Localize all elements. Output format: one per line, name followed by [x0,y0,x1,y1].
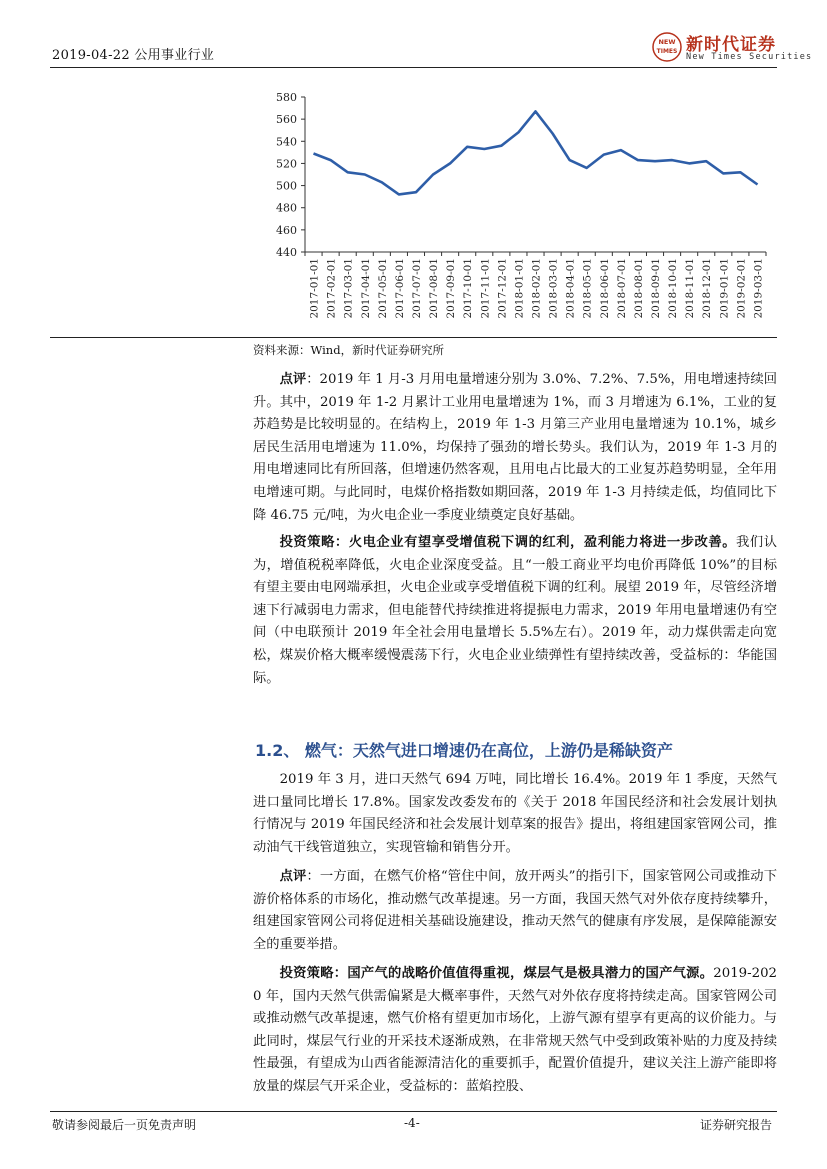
x-tick-label: 2018-12-01 [701,257,714,319]
strategy-label: 投资策略：国产气的战略价值值得重视，煤层气是极具潜力的国产气源。 [279,966,714,981]
x-tick-label: 2017-10-01 [462,258,475,319]
logo-chinese-name: 新时代证券 [686,35,776,55]
x-tick-label: 2017-07-01 [410,258,423,319]
coal-price-line-chart [248,85,778,337]
company-logo [652,27,813,67]
comment-paragraph-2 [253,866,777,956]
x-tick-label: 2018-05-01 [581,258,594,319]
x-tick-label: 2019-03-01 [752,258,765,319]
x-tick-label: 2019-01-01 [718,258,731,319]
strategy-text: 我们认为，增值税税率降低，火电企业深度受益。且“一般工商业平均电价再降低 10%”的目标有望主要由电网端承担，火电企业或享受增值税下调的红利。展望 2019 年，尽管经济增速下行减弱电力需求，但电能替代持续推进将提振电力需求，2019 年用电量增速仍有空间（中电联预计 2019 年全社会用电量增长 5.5%左右）。2019 年，动力煤供需走向宽松，煤炭价格大概率缓慢震荡下行，火电企业业绩弹性有望持续改善，受益标的：华能国际。 [253,535,778,686]
section-heading: 1.2、 燃气：天然气进口增速仍在高位，上游仍是稀缺资产 [255,741,673,760]
x-tick-label: 2017-05-01 [376,258,389,319]
x-tick-label: 2018-03-01 [547,258,560,319]
footer-divider [50,1111,777,1112]
x-tick-label: 2018-06-01 [598,258,611,319]
chart-divider [50,337,777,338]
comment-label: 点评 [279,869,307,884]
x-tick-label: 2017-08-01 [428,258,441,319]
y-tick-label: 520 [276,157,297,171]
x-tick-label: 2017-12-01 [496,258,509,319]
series-line [314,111,758,194]
footer-disclaimer: 敬请参阅最后一页免责声明 [52,1118,197,1132]
svg-text:NEW: NEW [658,38,676,46]
chart-source: 资料来源：Wind，新时代证券研究所 [253,343,445,357]
x-tick-label: 2017-02-01 [325,258,338,319]
y-tick-label: 440 [276,246,297,259]
y-tick-label: 500 [276,179,297,193]
strategy-text: 2019-2020 年，国内天然气供需偏紧是大概率事件，天然气对外依存度将持续走高。国家管网公司或推动燃气改革提速，燃气价格有望更加市场化，上游气源有望享有更高的议价能力。与此同时，煤层气行业的开采技术逐渐成熟，在非常规天然气中受到政策补贴的力度及持续性最强，有望成为山西省能源清洁化的重要抓手，配置价值提升，建议关注上游产能即将放量的煤层气开采企业，受益标的：蓝焰控股、 [253,966,777,1094]
strategy-label: 投资策略：火电企业有望享受增值税下调的红利，盈利能力将进一步改善。 [279,535,737,550]
x-tick-label: 2017-03-01 [342,258,355,319]
y-tick-label: 580 [276,91,297,104]
x-tick-label: 2018-11-01 [684,258,697,319]
page-number: -4- [404,1116,420,1130]
comment-text: ：一方面，在燃气价格“管住中间，放开两头”的指引下，国家管网公司或推动下游价格体系的市场化，推动燃气改革提速。另一方面，我国天然气对外依存度持续攀升，组建国家管网公司将促进相关基础设施建设，推动天然气的健康有序发展，是保障能源安全的重要举措。 [253,869,777,952]
x-tick-label: 2017-09-01 [445,258,458,319]
y-tick-label: 460 [276,223,297,237]
x-tick-label: 2018-09-01 [650,258,663,319]
comment-paragraph-1 [253,369,777,527]
x-tick-label: 2018-08-01 [632,258,645,319]
x-tick-label: 2018-02-01 [530,258,543,319]
y-tick-label: 560 [276,113,297,127]
x-tick-label: 2017-04-01 [359,258,372,319]
x-tick-label: 2018-07-01 [615,258,628,319]
comment-label: 点评 [279,372,307,387]
logo-english-name: New Times Securities [686,52,813,62]
x-tick-label: 2017-06-01 [393,258,406,319]
svg-text:TIMES: TIMES [656,48,678,55]
header-divider [50,67,777,68]
x-tick-label: 2019-02-01 [735,258,748,319]
header-left: 2019-04-22 公用事业行业 [52,48,215,63]
x-tick-label: 2018-04-01 [564,258,577,319]
y-tick-label: 480 [276,201,297,215]
gas-import-paragraph: 2019 年 3 月，进口天然气 694 万吨，同比增长 16.4%。2019 年 1 季度，天然气进口量同比增长 17.8%。国家发改委发布的《关于 2018 年国民经济和社会发展计划执行情况与 2019 年国民经济和社会发展计划草案的报告》提出，将组建国家管网公司，推动油气干线管道独立，实现管输和销售分开。 [253,772,777,855]
x-tick-label: 2018-10-01 [667,258,680,319]
footer-report-type: 证券研究报告 [700,1118,773,1132]
x-tick-label: 2017-11-01 [479,258,492,319]
strategy-paragraph-2 [253,963,777,1099]
comment-text: ：2019 年 1 月-3 月用电量增速分别为 3.0%、7.2%、7.5%，用电增速持续回升。其中，2019 年 1-2 月累计工业用电量增速为 1%，而 3 月增速为 6.1%，工业的复苏趋势是比较明显的。在结构上，2019 年 1-3 月第三产业用电量增速为 10.1%，城乡居民生活用电增速为 11.0%，均保持了强劲的增长势头。我们认为，2019 年 1-3 月的用电增速同比有所回落，但增速仍然客观，且用电占比最大的工业复苏趋势明显，全年用电增速可期。与此同时，电煤价格指数如期回落，2019 年 1-3 月持续走低，均值同比下降 46.75 元/吨，为火电企业一季度业绩奠定良好基础。 [253,372,778,523]
x-tick-label: 2017-01-01 [308,258,321,319]
strategy-paragraph-1 [253,532,777,690]
x-tick-label: 2018-01-01 [513,258,526,319]
new-times-logo-icon [652,29,682,65]
y-tick-label: 540 [276,135,297,149]
